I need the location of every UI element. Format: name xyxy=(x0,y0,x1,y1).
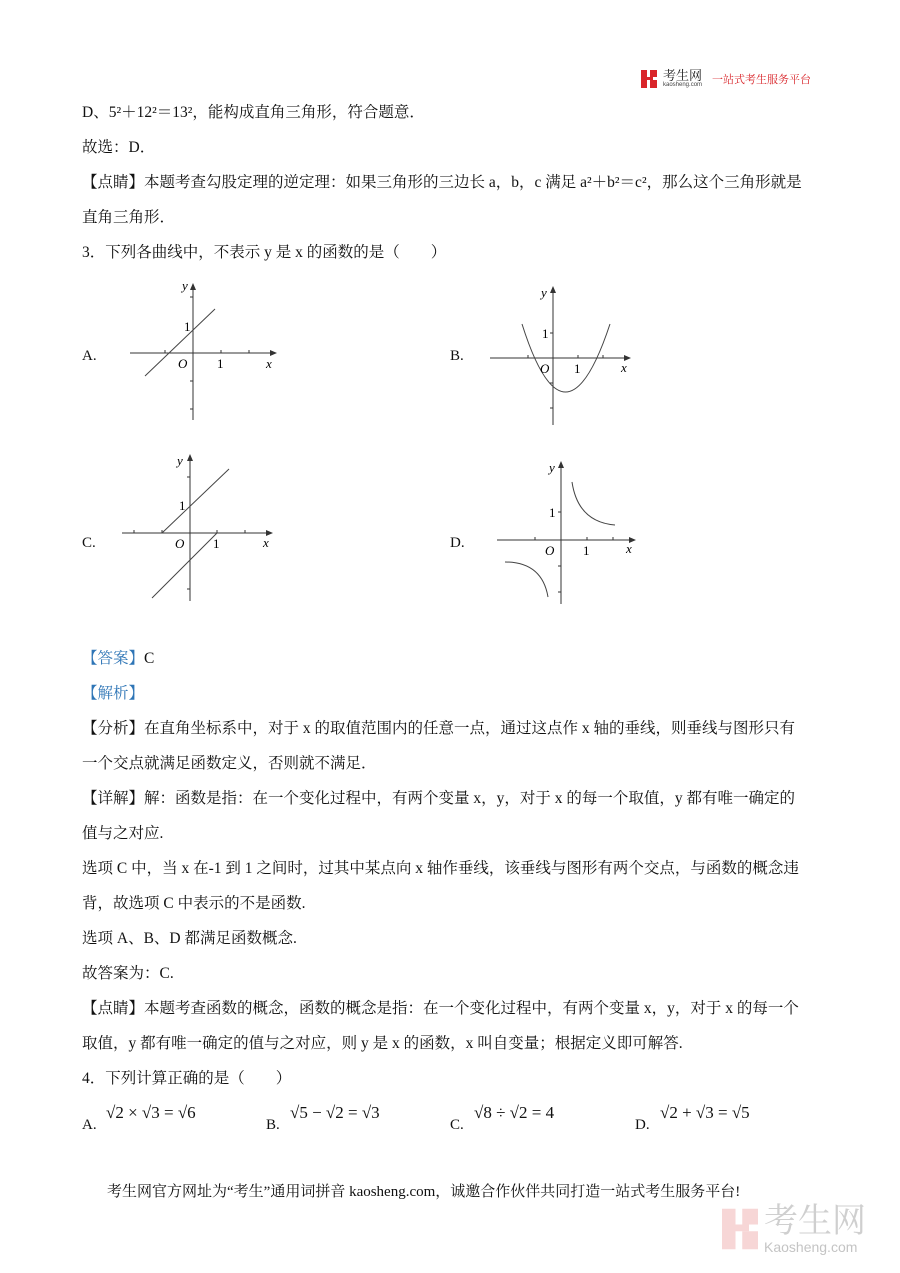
graph-b-tick: 1 xyxy=(574,361,581,376)
answer-line xyxy=(82,649,154,669)
logo-url: kaosheng.com xyxy=(663,82,703,88)
solution-line: 取值，y 都有唯一确定的值与之对应，则 y 是 x 的函数，x 叫自变量；根据定义即可解答. xyxy=(82,1035,683,1052)
graph-a-x-label: x xyxy=(266,356,272,371)
graph-b-x-label: x xyxy=(621,360,627,375)
graph-d-origin: O xyxy=(545,543,555,558)
graph-c-tick: 1 xyxy=(213,536,220,551)
graph-c-tick-y: 1 xyxy=(179,498,186,513)
graph-d-upper-branch xyxy=(572,482,615,525)
graph-c-origin: O xyxy=(175,536,185,551)
q4-option-c-label: C. xyxy=(450,1117,464,1133)
graph-c xyxy=(122,455,272,601)
answer-tag: 【答案】 xyxy=(82,650,145,667)
text-line: 故选：D． xyxy=(82,139,156,156)
graph-b-y-label: y xyxy=(541,285,547,300)
question-4-stem: 4．下列计算正确的是（ ） xyxy=(82,1070,292,1087)
q4-option-d-label: D. xyxy=(635,1117,650,1133)
graph-d-y-label: y xyxy=(549,460,555,475)
solution-line: 故答案为：C. xyxy=(82,965,174,982)
graph-c-x-label: x xyxy=(263,535,269,550)
q4-option-a-label: A. xyxy=(82,1117,97,1133)
solution-line: 背，故选项 C 中表示的不是函数. xyxy=(82,895,306,912)
watermark-name: 考生网 xyxy=(764,1202,866,1240)
graph-a xyxy=(130,284,276,420)
graph-b-origin: O xyxy=(540,361,550,376)
graph-d xyxy=(497,462,635,604)
q4-option-a-expr: √2 × √3 = √6 xyxy=(106,1103,196,1122)
graph-b-tick-y: 1 xyxy=(542,326,549,341)
text-line: D、5²＋12²＝13²，能构成直角三角形，符合题意． xyxy=(82,104,425,121)
graph-a-origin: O xyxy=(178,356,188,371)
solution-line: 选项 A、B、D 都满足函数概念. xyxy=(82,930,297,947)
solution-line: 【点睛】本题考查函数的概念，函数的概念是指：在一个变化过程中，有两个变量 x，y，对于 x 的每一个 xyxy=(82,1000,799,1017)
solution-line: 【分析】在直角坐标系中，对于 x 的取值范围内的任意一点，通过这点作 x 轴的垂线，则垂线与图形只有 xyxy=(82,720,796,737)
graph-d-tick-y: 1 xyxy=(549,505,556,520)
solution-line: 【详解】解：函数是指：在一个变化过程中，有两个变量 x，y，对于 x 的每一个取值，y 都有唯一确定的 xyxy=(82,790,796,807)
footer-text: 考生网官方网址为“考生”通用词拼音 kaosheng.com，诚邀合作伙伴共同打造一站式考生服务平台! xyxy=(107,1184,741,1200)
q4-option-c-expr: √8 ÷ √2 = 4 xyxy=(474,1103,555,1122)
watermark-logo-icon xyxy=(722,1207,758,1251)
option-a-label: A. xyxy=(82,348,97,364)
graph-c-upper-line xyxy=(162,469,229,533)
graph-a-tick: 1 xyxy=(217,356,224,371)
graph-d-tick: 1 xyxy=(583,543,590,558)
watermark xyxy=(722,1203,866,1255)
q4-option-d-expr: √2 + √3 = √5 xyxy=(660,1103,750,1122)
logo-name: 考生网 xyxy=(663,68,703,83)
q4-option-b-expr: √5 − √2 = √3 xyxy=(290,1103,380,1122)
graph-d-x-label: x xyxy=(626,541,632,556)
graph-a-tick-y: 1 xyxy=(184,319,191,334)
solution-line: 选项 C 中，当 x 在-1 到 1 之间时，过其中某点向 x 轴作垂线，该垂线与图形有两个交点，与函数的概念违 xyxy=(82,860,799,877)
solution-line: 一个交点就满足函数定义，否则就不满足． xyxy=(82,755,377,772)
option-c-label: C. xyxy=(82,535,96,551)
solution-line: 值与之对应. xyxy=(82,825,164,842)
watermark-url: Kaosheng.com xyxy=(764,1239,858,1255)
text-line: 【点睛】本题考查勾股定理的逆定理：如果三角形的三边长 a，b，c 满足 a²＋b²＝c²，那么这个三角形就是 xyxy=(82,174,802,191)
text-line: 直角三角形． xyxy=(82,209,176,226)
q4-option-b-label: B. xyxy=(266,1117,280,1133)
graph-b xyxy=(490,287,630,425)
slogan: 一站式考生服务平台 xyxy=(712,74,812,86)
option-b-label: B. xyxy=(450,348,464,364)
graph-d-lower-branch xyxy=(505,562,548,597)
graph-c-lower-line xyxy=(152,533,217,598)
option-d-label: D. xyxy=(450,535,465,551)
graph-c-y-label: y xyxy=(177,453,183,468)
analysis-tag: 【解析】 xyxy=(82,685,145,702)
answer-value: C xyxy=(144,650,155,667)
question-3-stem: 3．下列各曲线中，不表示 y 是 x 的函数的是（ ） xyxy=(82,244,447,261)
graph-a-y-label: y xyxy=(182,278,188,293)
